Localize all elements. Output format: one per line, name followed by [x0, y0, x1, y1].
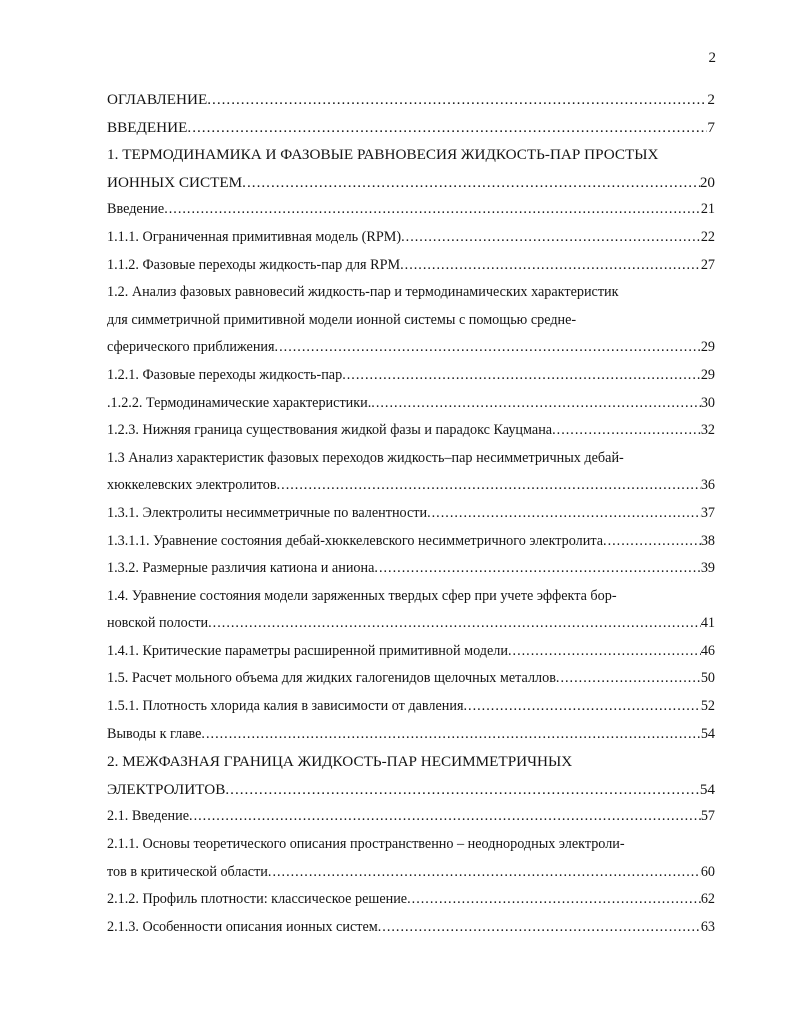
toc-entry-title: 1.5. Расчет мольного объема для жидких галогенидов щелочных металлов	[107, 670, 556, 687]
toc-entry-page: 37	[700, 504, 715, 521]
toc-leader-dots	[400, 252, 701, 280]
page-number: 2	[708, 50, 716, 66]
toc-leader-dots	[427, 500, 701, 528]
toc-entry-title: Введение	[107, 201, 165, 218]
toc-leader-dots	[242, 169, 700, 197]
toc-entry-page: 54	[699, 780, 715, 798]
toc-entry-title-line: 1.2. Анализ фазовых равновесий жидкость-пар и термодинамических характеристик	[107, 284, 619, 301]
toc-entry[interactable]	[107, 279, 715, 362]
toc-entry-title-line: 1.4. Уравнение состояния модели заряженных твердых сфер при учете эффекта бор-	[107, 587, 617, 604]
toc-entry[interactable]	[107, 500, 715, 528]
toc-leader-dots	[268, 859, 701, 887]
toc-leader-dots	[407, 886, 701, 914]
toc-entry-page: 52	[700, 698, 715, 715]
toc-leader-dots	[603, 528, 701, 556]
toc-leader-dots	[371, 390, 701, 418]
toc-entry[interactable]	[107, 665, 715, 693]
toc-leader-dots	[556, 665, 701, 693]
toc-leader-dots	[189, 803, 701, 831]
toc-entry[interactable]	[107, 748, 715, 803]
toc-entry-page: 54	[700, 725, 715, 742]
toc-entry-title: 2.1. Введение	[107, 808, 190, 825]
toc-entry-title: ЭЛЕКТРОЛИТОВ	[107, 780, 226, 798]
toc-entry[interactable]	[107, 141, 715, 196]
toc-entry[interactable]	[107, 445, 715, 500]
toc-entry-page: 39	[700, 560, 715, 577]
toc-entry-title: 1.1.1. Ограниченная примитивная модель (RPM)	[107, 228, 402, 245]
toc-leader-dots	[463, 693, 700, 721]
toc-entry[interactable]	[107, 114, 715, 142]
toc-entry-page: 22	[700, 228, 715, 245]
toc-entry-page: 2	[707, 91, 715, 108]
toc-entry-title: тов в критической области	[107, 863, 268, 880]
toc-leader-dots	[342, 362, 701, 390]
toc-entry[interactable]	[107, 417, 715, 445]
toc-entry-title: 1.5.1. Плотность хлорида калия в зависимости от давления	[107, 698, 464, 715]
toc-entry[interactable]	[107, 831, 715, 886]
toc-entry-page: 20	[699, 173, 715, 191]
toc-entry-title-line: для симметричной примитивной модели ионной системы с помощью средне-	[107, 311, 577, 328]
toc-leader-dots	[208, 610, 701, 638]
toc-entry-page: 36	[700, 477, 715, 494]
toc-entry-title: 1.3.1. Электролиты несимметричные по валентности	[107, 504, 428, 521]
toc-entry-title-line: 1. ТЕРМОДИНАМИКА И ФАЗОВЫЕ РАВНОВЕСИЯ ЖИДКОСТЬ-ПАР ПРОСТЫХ	[107, 146, 659, 164]
toc-entry-page: 38	[700, 532, 715, 549]
toc-leader-dots	[201, 721, 700, 749]
toc-entry-title: Выводы к главе	[107, 725, 202, 742]
toc-entry[interactable]	[107, 914, 715, 942]
toc-entry[interactable]	[107, 362, 715, 390]
toc-entry-page: 57	[700, 808, 715, 825]
toc-entry-page: 7	[707, 118, 715, 136]
toc-entry-title-line: 2.1.1. Основы теоретического описания пространственно – неоднородных электроли-	[107, 836, 625, 853]
toc-entry[interactable]	[107, 583, 715, 638]
toc-leader-dots	[508, 638, 701, 666]
toc-entry-title: 1.1.2. Фазовые переходы жидкость-пар для RPM	[107, 256, 401, 273]
toc-entry-page: 27	[700, 256, 715, 273]
toc-entry-title: ИОННЫХ СИСТЕМ	[107, 173, 243, 191]
toc-entry-page: 62	[700, 891, 715, 908]
table-of-contents	[107, 86, 715, 941]
toc-entry[interactable]	[107, 693, 715, 721]
toc-leader-dots	[277, 472, 701, 500]
toc-leader-dots	[207, 86, 707, 114]
toc-entry-title-line: 1.3 Анализ характеристик фазовых переходов жидкость–пар несимметричных дебай-	[107, 449, 624, 466]
toc-entry-title: 2.1.2. Профиль плотности: классическое решение	[107, 891, 408, 908]
toc-entry-page: 32	[700, 422, 715, 439]
toc-entry-title-line: 2. МЕЖФАЗНАЯ ГРАНИЦА ЖИДКОСТЬ-ПАР НЕСИММЕТРИЧНЫХ	[107, 753, 573, 771]
toc-entry[interactable]	[107, 390, 715, 418]
toc-entry[interactable]	[107, 196, 715, 224]
toc-entry[interactable]	[107, 252, 715, 280]
toc-entry-page: 63	[700, 918, 715, 935]
toc-entry-page: 41	[700, 615, 715, 632]
toc-leader-dots	[164, 196, 701, 224]
toc-entry-title: сферического приближения	[107, 339, 275, 356]
toc-entry[interactable]	[107, 638, 715, 666]
toc-entry[interactable]	[107, 528, 715, 556]
toc-entry-title: 1.4.1. Критические параметры расширенной примитивной модели	[107, 642, 508, 659]
toc-leader-dots	[187, 114, 707, 142]
toc-entry-page: 29	[700, 339, 715, 356]
toc-entry[interactable]	[107, 224, 715, 252]
toc-entry[interactable]	[107, 803, 715, 831]
toc-leader-dots	[552, 417, 701, 445]
toc-leader-dots	[225, 776, 699, 804]
toc-entry[interactable]	[107, 886, 715, 914]
toc-entry[interactable]	[107, 721, 715, 749]
toc-entry-title: ВВЕДЕНИЕ	[107, 118, 188, 136]
toc-leader-dots	[275, 334, 701, 362]
toc-entry-title: 1.2.3. Нижняя граница существования жидкой фазы и парадокс Кауцмана	[107, 422, 553, 439]
toc-leader-dots	[378, 914, 701, 942]
toc-entry-title: новской полости	[107, 615, 209, 632]
toc-entry-page: 21	[700, 201, 715, 218]
toc-entry-title: 2.1.3. Особенности описания ионных систем	[107, 918, 378, 935]
toc-entry[interactable]	[107, 86, 715, 114]
toc-entry-title: 1.2.1. Фазовые переходы жидкость-пар	[107, 366, 343, 383]
toc-entry-title: .1.2.2. Термодинамические характеристики.	[107, 394, 372, 411]
toc-entry-page: 46	[700, 642, 715, 659]
toc-leader-dots	[374, 555, 700, 583]
toc-entry-page: 60	[700, 863, 715, 880]
toc-leader-dots	[401, 224, 701, 252]
toc-entry-title: ОГЛАВЛЕНИЕ	[107, 91, 208, 108]
toc-entry-title: хюккелевских электролитов	[107, 477, 277, 494]
toc-entry-page: 29	[700, 366, 715, 383]
toc-entry-title: 1.3.2. Размерные различия катиона и аниона	[107, 560, 375, 577]
toc-entry-page: 30	[700, 394, 715, 411]
toc-entry[interactable]	[107, 555, 715, 583]
toc-entry-title: 1.3.1.1. Уравнение состояния дебай-хюккелевского несимметричного электролита	[107, 532, 604, 549]
toc-entry-page: 50	[700, 670, 715, 687]
